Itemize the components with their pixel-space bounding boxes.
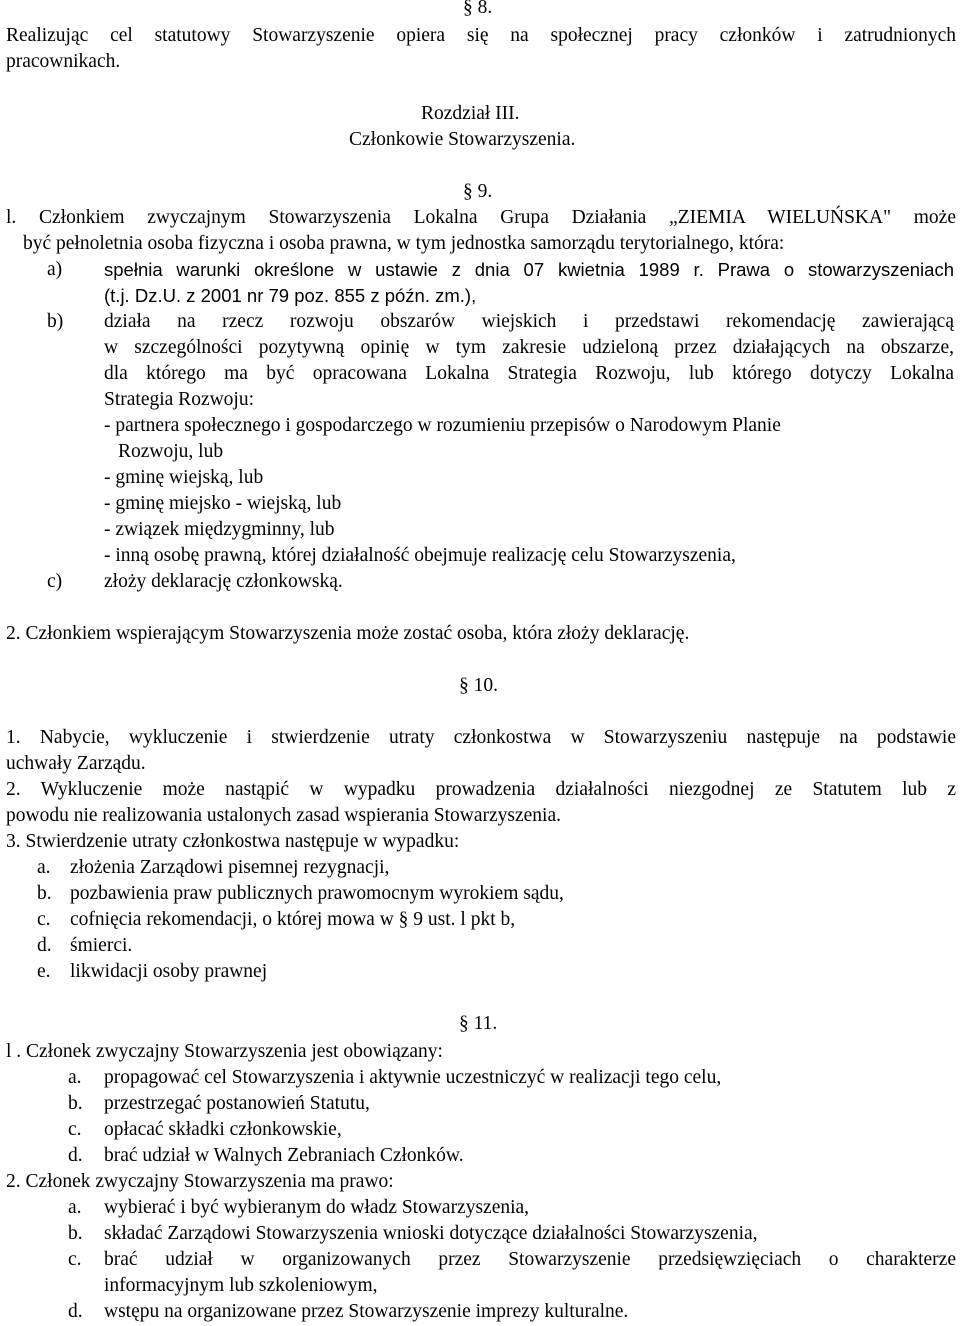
list-item-label: b. (37, 883, 52, 904)
item-b-dash: - inną osobę prawną, której działalność obejmuje realizację celu Stowarzyszenia, (104, 545, 736, 566)
item-b-text: Strategia Rozwoju: (104, 389, 255, 410)
list-item-text: wstępu na organizowane przez Stowarzyszenie imprezy kulturalne. (104, 1301, 629, 1322)
section-11-heading: § 11. (459, 1013, 498, 1034)
list-item-label: a. (37, 857, 51, 878)
sec10-p1-line: 1. Nabycie, wykluczenie i stwierdzenie utraty członkostwa w Stowarzyszeniu następuje na podstawie (6, 727, 956, 748)
list-item-text: złożenia Zarządowi pisemnej rezygnacji, (70, 857, 390, 878)
list-item-label: d. (68, 1145, 83, 1166)
item-c-text: złoży deklarację członkowską. (104, 571, 343, 592)
sec8-paragraph-line: pracownikach. (6, 51, 121, 72)
section-10-heading: § 10. (459, 675, 498, 696)
list-item-text: wybierać i być wybieranym do władz Stowarzyszenia, (104, 1197, 530, 1218)
list-item-text: likwidacji osoby prawnej (70, 961, 268, 982)
item-b-text: w szczególności pozytywną opinię w tym zakresie udzieloną przez działających na obszarze, (104, 337, 954, 358)
list-item-label: e. (37, 961, 51, 982)
list-item-label: b. (68, 1223, 83, 1244)
list-item-text: propagować cel Stowarzyszenia i aktywnie uczestniczyć w realizacji tego celu, (104, 1067, 722, 1088)
list-item-text: przestrzegać postanowień Statutu, (104, 1093, 370, 1114)
item-a-text: spełnia warunki określone w ustawie z dnia 07 kwietnia 1989 r. Prawa o stowarzyszeniach (104, 259, 954, 280)
item-b-label: b) (47, 311, 64, 332)
list-item-label: d. (68, 1301, 83, 1322)
sec9-p1-line: być pełnoletnia osoba fizyczna i osoba prawna, w tym jednostka samorządu terytorialnego, która: (23, 233, 785, 254)
item-b-dash: Rozwoju, lub (118, 441, 224, 462)
section-9-heading: § 9. (463, 181, 493, 202)
sec10-p1-line: uchwały Zarządu. (6, 753, 146, 774)
item-b-dash: - gminę wiejską, lub (104, 467, 264, 488)
list-item-text: pozbawienia praw publicznych prawomocnym wyrokiem sądu, (70, 883, 564, 904)
list-item-text: informacyjnym lub szkoleniowym, (104, 1275, 378, 1296)
list-item-text: składać Zarządowi Stowarzyszenia wnioski dotyczące działalności Stowarzyszenia, (104, 1223, 758, 1244)
list-item-text: brać udział w Walnych Zebraniach Członków. (104, 1145, 464, 1166)
sec9-p2: 2. Członkiem wspierającym Stowarzyszenia może zostać osoba, która złoży deklarację. (6, 623, 690, 644)
sec9-p1-line: l. Członkiem zwyczajnym Stowarzyszenia Lokalna Grupa Działania „ZIEMIA WIELUŃSKA" może (6, 207, 956, 228)
sec8-paragraph-line: Realizując cel statutowy Stowarzyszenie opiera się na społecznej pracy członków i zatrudnionych (6, 25, 956, 46)
item-c-label: c) (47, 571, 63, 592)
list-item-label: c. (68, 1119, 82, 1140)
list-item-label: a. (68, 1067, 82, 1088)
item-b-dash: - związek międzygminny, lub (104, 519, 335, 540)
item-b-dash: - gminę miejsko - wiejską, lub (104, 493, 342, 514)
chapter-title: Rozdział III. (421, 103, 520, 124)
sec11-p1: l . Członek zwyczajny Stowarzyszenia jest obowiązany: (6, 1041, 443, 1062)
sec11-p2: 2. Członek zwyczajny Stowarzyszenia ma prawo: (6, 1171, 394, 1192)
list-item-label: c. (37, 909, 51, 930)
item-a-text: (t.j. Dz.U. z 2001 nr 79 poz. 855 z późn. zm.), (104, 285, 477, 306)
sec10-p2-line: powodu nie realizowania ustalonych zasad wspierania Stowarzyszenia. (6, 805, 562, 826)
list-item-label: d. (37, 935, 52, 956)
item-b-text: działa na rzecz rozwoju obszarów wiejskich i przedstawi rekomendację zawierającą (104, 311, 954, 332)
item-b-text: dla którego ma być opracowana Lokalna Strategia Rozwoju, lub którego dotyczy Lokalna (104, 363, 954, 384)
list-item-label: c. (68, 1249, 82, 1270)
section-8-heading: § 8. (463, 0, 493, 18)
item-b-dash: - partnera społecznego i gospodarczego w rozumieniu przepisów o Narodowym Planie (104, 415, 781, 436)
list-item-label: b. (68, 1093, 83, 1114)
list-item-text: opłacać składki członkowskie, (104, 1119, 342, 1140)
item-a-label: a) (47, 259, 63, 280)
sec10-p3: 3. Stwierdzenie utraty członkostwa następuje w wypadku: (6, 831, 460, 852)
list-item-label: a. (68, 1197, 82, 1218)
list-item-text: cofnięcia rekomendacji, o której mowa w § 9 ust. l pkt b, (70, 909, 516, 930)
chapter-subtitle: Członkowie Stowarzyszenia. (349, 129, 576, 150)
sec10-p2-line: 2. Wykluczenie może nastąpić w wypadku prowadzenia działalności niezgodnej ze Statutem lub z (6, 779, 956, 800)
list-item-text: śmierci. (70, 935, 133, 956)
list-item-text: brać udział w organizowanych przez Stowarzyszenie przedsięwzięciach o charakterze (104, 1249, 956, 1270)
